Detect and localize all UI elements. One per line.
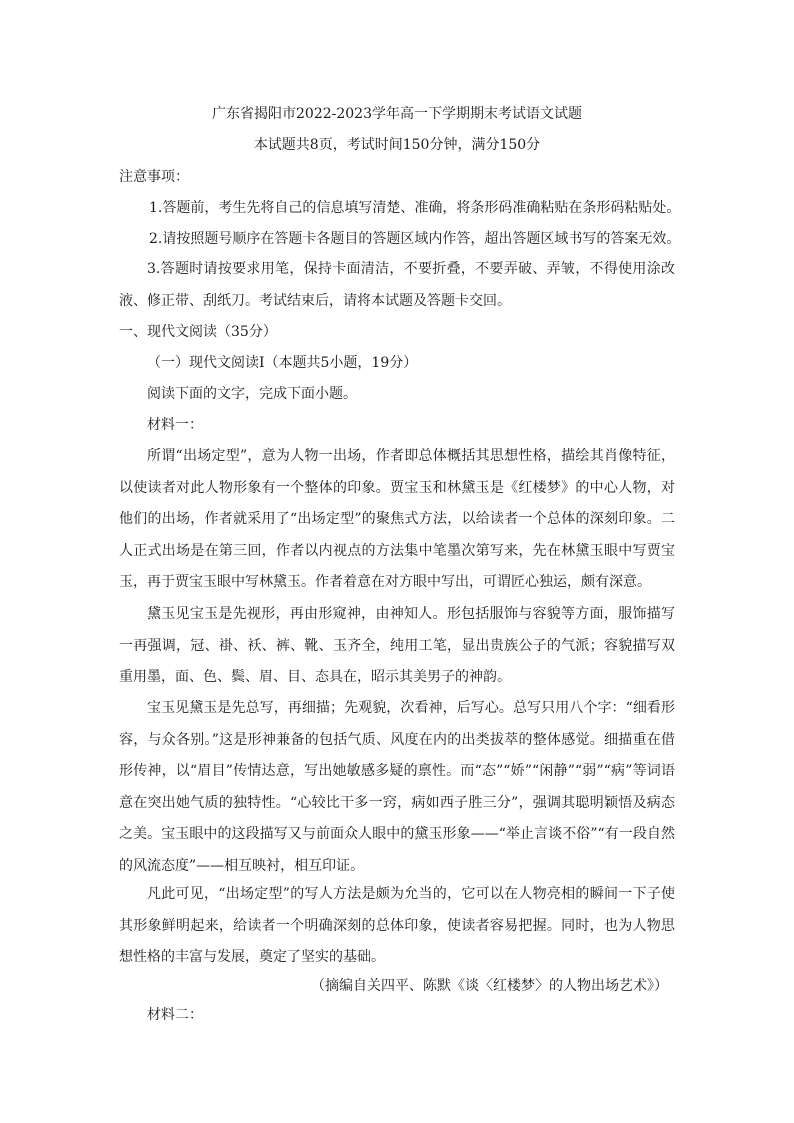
notice-item-3: 3.答题时请按要求用笔，保持卡面清洁，不要折叠，不要弄破、弄皱，不得使用涂改液、修正带、刮纸刀。考试结束后，请将本试题及答题卡交回。: [119, 261, 675, 309]
paragraph-2: 黛玉见宝玉是先视形，再由形窥神，由神知人。形包括服饰与容貌等方面，服饰描写一再强调，冠、褂、袄、裤、靴、玉齐全，纯用工笔，显出贵族公子的气派；容貌描写双重用墨，面、色、鬓、眉、目、态具在，昭示其美男子的神韵。: [119, 606, 675, 685]
notice-item-1: 1.答题前，考生先将自己的信息填写清楚、准确，将条形码准确粘贴在条形码粘贴处。: [149, 200, 681, 216]
paragraph-1: 所谓“出场定型”，意为人物一出场，作者即总体概括其思想性格，描绘其肖像特征，以使读者对此人物形象有一个整体的印象。贾宝玉和林黛玉是《红楼梦》的中心人物，对他们的出场，作者就采用了“出场定型”的聚焦式方法，以给读者一个总体的深刻印象。二人正式出场是在第三回，作者以内视点的方法集中笔墨次第写来，先在林黛玉眼中写贾宝玉，再于贾宝玉眼中写林黛玉。作者着意在对方眼中写出，可谓匠心独运，颇有深意。: [119, 448, 675, 590]
paragraph-4: 凡此可见，“出场定型”的写人方法是颇为允当的，它可以在人物亮相的瞬间一下子使其形象鲜明起来，给读者一个明确深刻的总体印象，使读者容易把握。同时，也为人物思想性格的丰富与发展，奠定了坚实的基础。: [119, 886, 675, 965]
exam-title: 广东省揭阳市2022-2023学年高一下学期期末考试语文试题: [212, 106, 582, 122]
source-citation: （摘编自关四平、陈默《谈〈红楼梦〉的人物出场艺术》）: [311, 978, 668, 994]
notice-heading: 注意事项：: [119, 169, 189, 185]
material-1-label: 材料一：: [147, 417, 203, 433]
notice-item-2: 2.请按照题号顺序在答题卡各题目的答题区域内作答，超出答题区域书写的答案无效。: [149, 231, 681, 247]
material-2-label: 材料二：: [147, 1007, 203, 1023]
exam-subtitle: 本试题共8页，考试时间150分钟，满分150分: [253, 137, 541, 153]
section-heading: 一、现代文阅读（35分）: [119, 324, 277, 340]
reading-instruction: 阅读下面的文字，完成下面小题。: [147, 386, 357, 402]
sub-section-heading: （一）现代文阅读Ⅰ（本题共5小题，19分）: [147, 355, 418, 371]
paragraph-3: 宝玉见黛玉是先总写，再细描；先观貌，次看神，后写心。总写只用八个字：“细看形容，与众各别。”这是形神兼备的包括气质、风度在内的出类拔萃的整体感觉。细描重在借形传神，以“眉目”传情达意，写出她敏感多疑的禀性。而“态”“娇”“闲静”“弱”“病”等词语意在突出她气质的独特性。“心较比干多一窍，病如西子胜三分”，强调其聪明颖悟及病态之美。宝玉眼中的这段描写又与前面众人眼中的黛玉形象——“举止言谈不俗”“有一段自然的风流态度”——相互映衬，相互印证。: [119, 700, 675, 874]
